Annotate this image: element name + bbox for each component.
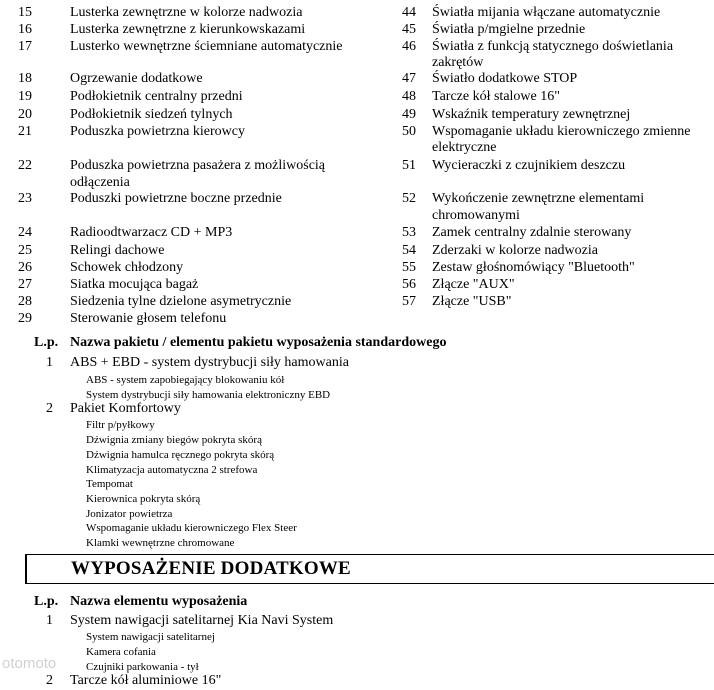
package-sub-item: Dźwignia zmiany biegów pokryta skórą <box>86 434 262 446</box>
package-sub-item: Dźwignia hamulca ręcznego pokryta skórą <box>86 449 275 461</box>
package-sub-item: System dystrybucji siły hamowania elektroniczny EBD <box>86 389 331 401</box>
package-sub-item: Klimatyzacja automatyczna 2 strefowa <box>86 464 258 476</box>
package-sub-item: Klamki wewnętrzne chromowane <box>86 537 235 549</box>
package-sub-item: ABS - system zapobiegający blokowaniu kół <box>86 374 285 386</box>
package-sub-item: Jonizator powietrza <box>86 508 173 520</box>
watermark: otomoto <box>2 655 57 672</box>
package-sub-item: Kierownica pokryta skórą <box>86 493 201 505</box>
package-sub-item: Tempomat <box>86 478 133 490</box>
extra-sub-item: Czujniki parkowania - tył <box>86 661 199 673</box>
package-sub-item: Filtr p/pyłkowy <box>86 419 155 431</box>
extra-sub-item: System nawigacji satelitarnej <box>86 631 215 643</box>
extra-sub-item: Kamera cofania <box>86 646 156 658</box>
package-sub-item: Wspomaganie układu kierowniczego Flex Steer <box>86 522 297 534</box>
section-title: WYPOSAŻENIE DODATKOWE <box>71 558 351 579</box>
